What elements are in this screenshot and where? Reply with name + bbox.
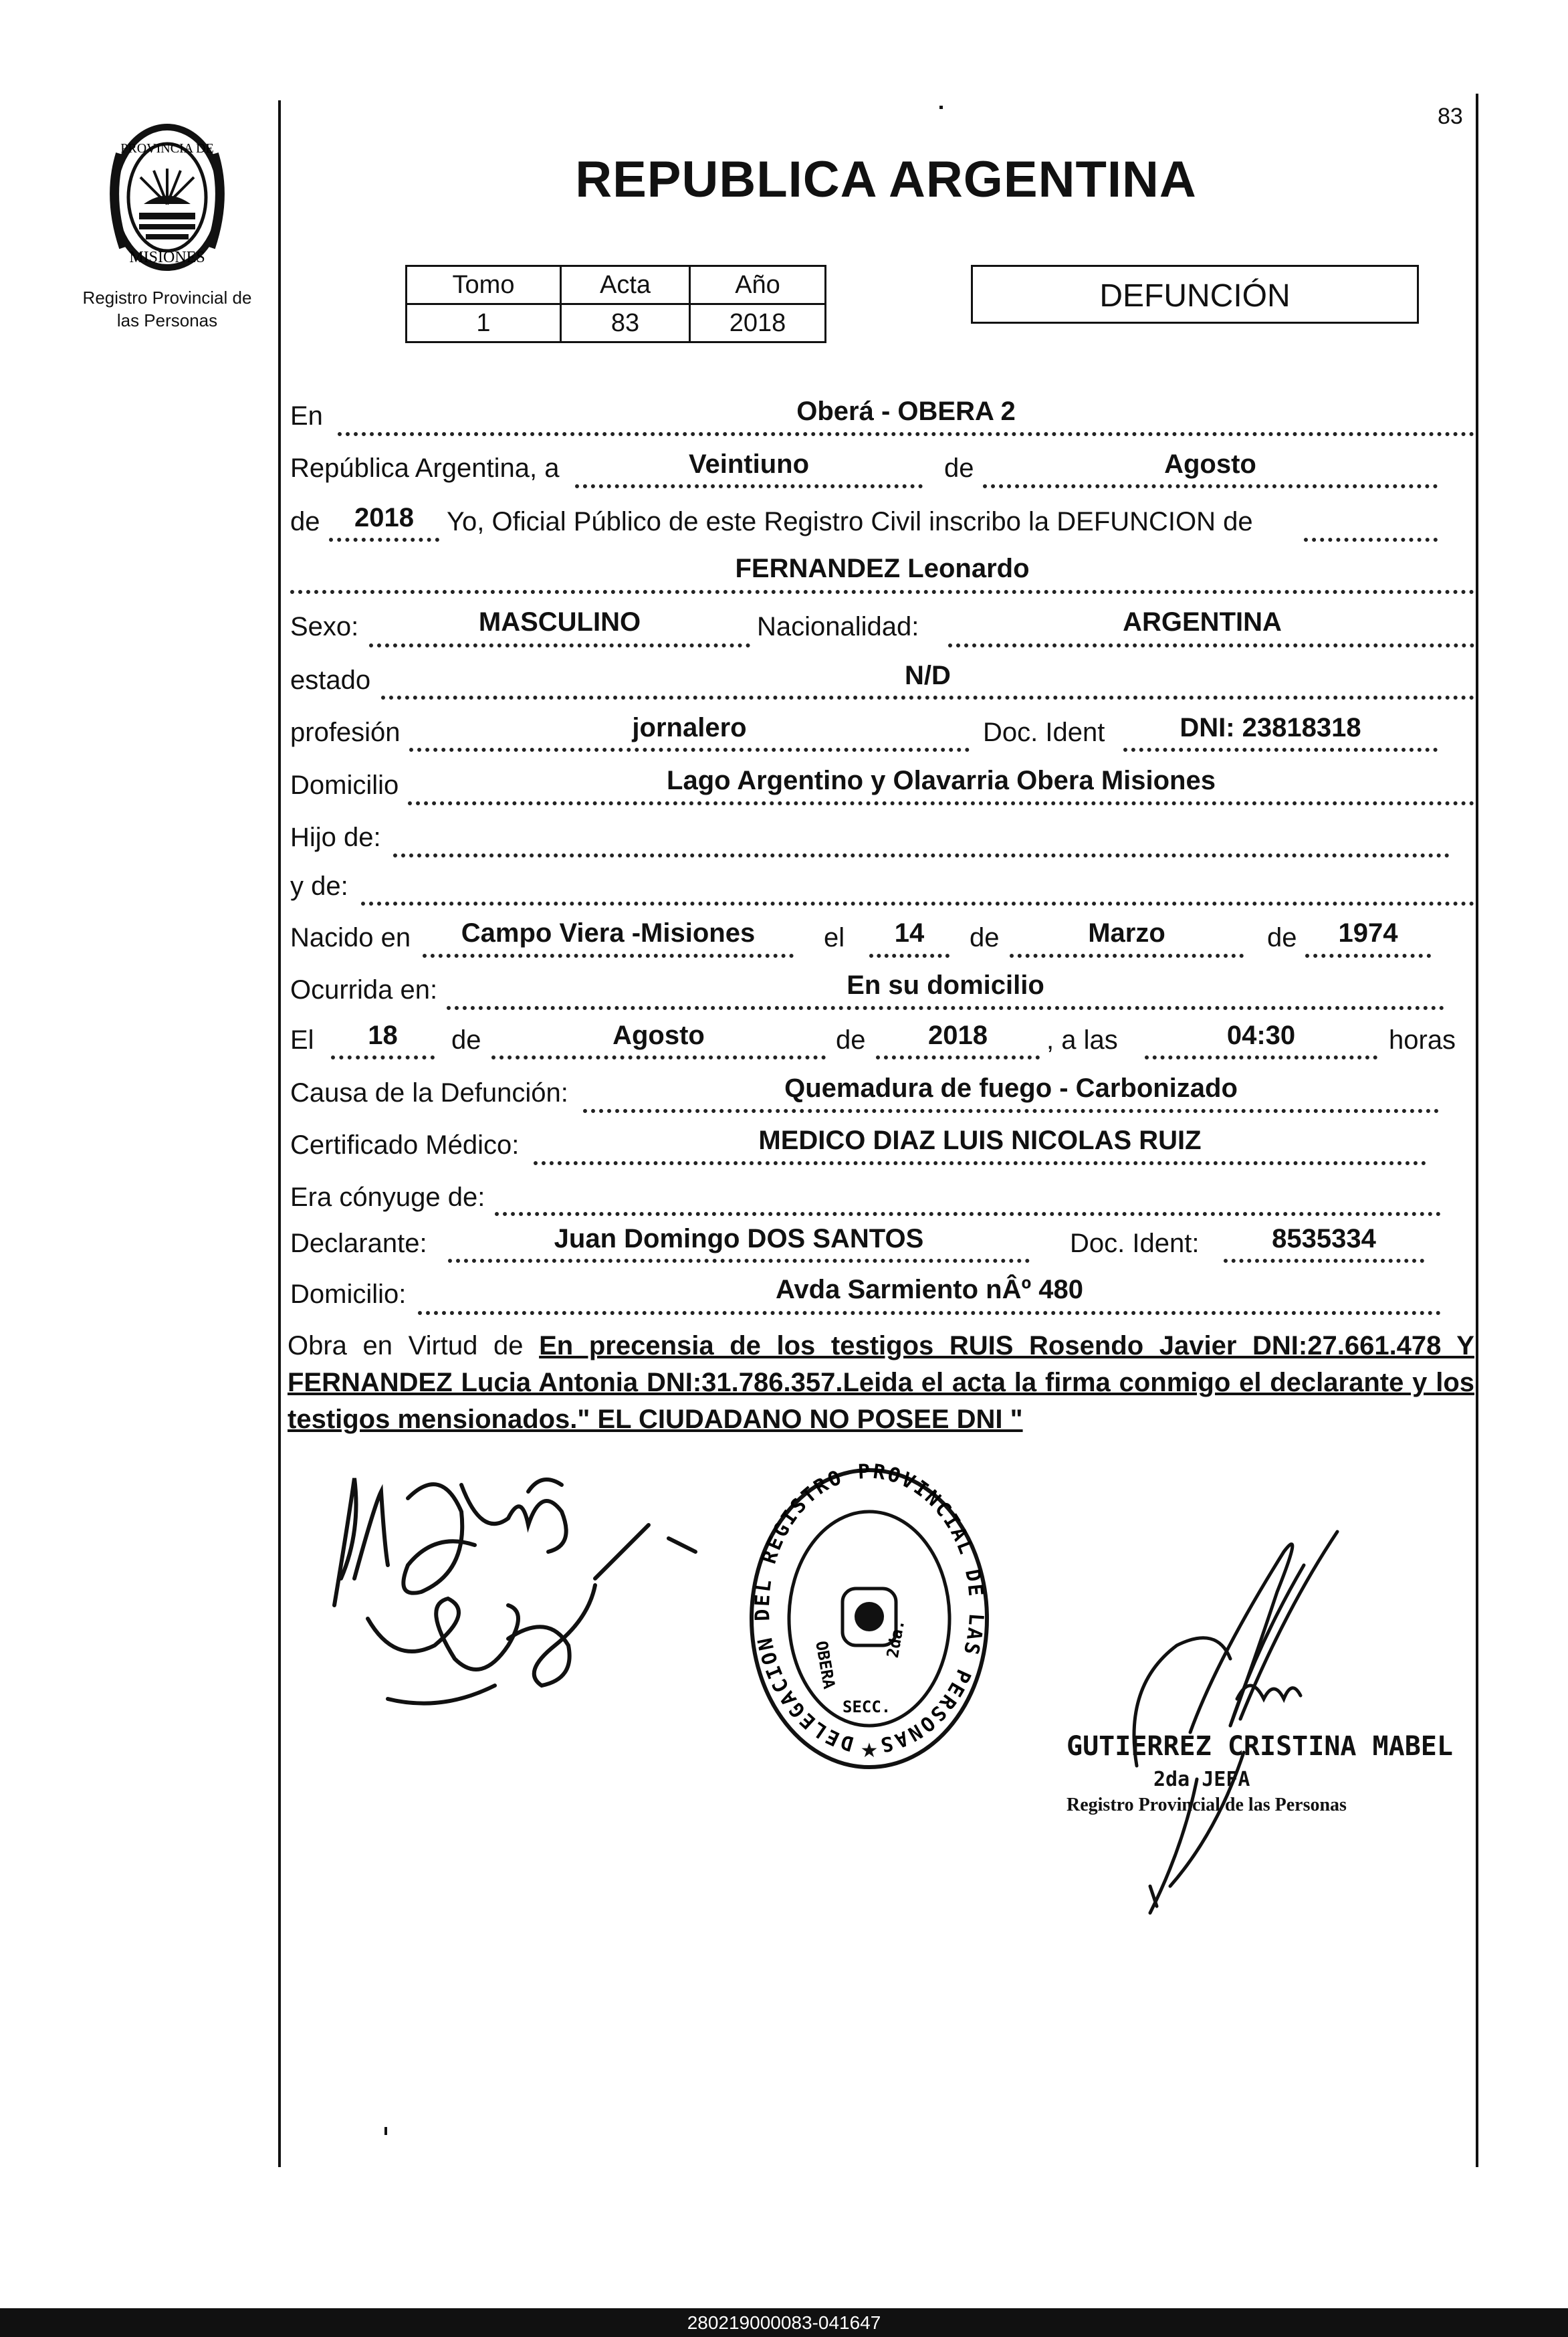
nacionalidad-value: ARGENTINA [1123,607,1282,637]
en-dotted-line [338,432,1474,436]
conyuge-label: Era cónyuge de: [290,1183,485,1212]
estado-label: estado [290,666,371,695]
death-de-label-1: de [451,1025,481,1055]
yde-label: y de: [290,872,348,901]
logo-text-top: PROVINCIA DE [120,141,214,156]
causa-label: Causa de la Defunción: [290,1078,568,1108]
sexo-dotted-line [369,643,750,647]
domicilio-value: Lago Argentino y Olavarria Obera Misiones [667,766,1216,795]
stamp-inner-bottom: SECC. [843,1698,891,1716]
hijo-label: Hijo de: [290,823,381,852]
conyuge-dotted-line [495,1212,1441,1216]
stamp-inner-right: 2da. [883,1618,909,1659]
death-month-dotted-line [491,1055,826,1059]
death-time: 04:30 [1226,1021,1296,1050]
death-day-dotted-line [331,1055,435,1059]
logo-caption [64,286,271,332]
causa-value: Quemadura de fuego - Carbonizado [784,1074,1238,1103]
declarant-signature [308,1445,709,1726]
inscribo-dotted-line [1304,538,1438,542]
death-time-dotted-line [1145,1055,1377,1059]
decl-domicilio-label: Domicilio: [290,1280,407,1309]
decl-doc-dotted-line [1224,1259,1424,1263]
registry-table [405,265,826,343]
declarante-label: Declarante: [290,1229,427,1258]
official-stamp [742,1461,996,1776]
stamp-ring-text: DELEGACION DEL REGISTRO PROVINCIAL DE LAS PERSONAS [750,1461,988,1757]
profesion-dotted-line [409,748,970,752]
doc-ident-value: DNI: 23818318 [1180,713,1361,742]
hijo-dotted-line [393,853,1450,857]
page-number: 83 [1438,104,1463,129]
yde-dotted-line [361,902,1474,906]
obra-paragraph [288,1328,1474,1438]
year-value: 2018 [354,503,414,532]
en-value: Oberá - OBERA 2 [796,397,1016,426]
birth-de-label-2: de [1267,923,1297,952]
stamp-star-icon: ★ [860,1740,879,1762]
page-title: REPUBLICA ARGENTINA [575,151,1197,208]
en-label: En [290,401,323,431]
registry-value-acta: 83 [561,304,690,342]
horas-label: horas [1389,1025,1456,1055]
domicilio-dotted-line [408,801,1474,805]
birth-month: Marzo [1088,918,1165,948]
official-role: 2da JEFA [1153,1768,1250,1791]
stray-mark [384,2127,387,2135]
deceased-name: FERNANDEZ Leonardo [735,554,1030,583]
day-dotted-line [575,484,923,488]
name-dotted-line [290,590,1474,594]
registry-header-acta: Acta [561,266,690,304]
death-day: 18 [368,1021,398,1050]
registry-value-row [407,304,826,342]
stamp-inner-left: OBERA [812,1639,839,1691]
declarante-dotted-line [448,1259,1030,1263]
certificado-value: MEDICO DIAZ LUIS NICOLAS RUIZ [758,1126,1202,1155]
official-signature [1083,1512,1418,1926]
registry-header-tomo: Tomo [407,266,561,304]
death-year: 2018 [928,1021,988,1050]
death-year-dotted-line [876,1055,1040,1059]
official-office: Registro Provincial de las Personas [1067,1795,1347,1815]
decl-domicilio-value: Avda Sarmiento nÂº 480 [776,1275,1083,1304]
nacionalidad-dotted-line [948,643,1474,647]
document-type-box: DEFUNCIÓN [971,265,1419,324]
sexo-value: MASCULINO [478,607,641,637]
footer-code: 280219000083-041647 [687,2312,881,2333]
decl-domicilio-dotted-line [418,1311,1441,1315]
nacido-label: Nacido en [290,923,411,952]
sexo-label: Sexo: [290,612,359,641]
province-coat-of-arms [94,114,241,281]
birth-year: 1974 [1338,918,1398,948]
registry-header-row [407,266,826,304]
logo-caption-line2: las Personas [116,310,218,330]
death-de-label-2: de [836,1025,866,1055]
ocurrida-label: Ocurrida en: [290,975,438,1005]
republica-label: República Argentina, a [290,453,560,483]
month-dotted-line [983,484,1438,488]
obra-label: Obra en Virtud de [288,1331,524,1360]
birth-day: 14 [894,918,925,948]
right-margin-line [1476,94,1478,2167]
causa-dotted-line [583,1109,1439,1113]
birth-day-dotted-line [869,954,949,958]
estado-dotted-line [381,696,1474,700]
doc-ident-dotted-line [1123,748,1438,752]
declarante-value: Juan Domingo DOS SANTOS [554,1224,924,1253]
death-month: Agosto [612,1021,705,1050]
left-margin-line [278,100,281,2167]
nacido-dotted-line [423,954,794,958]
nacido-el-label: el [824,923,845,952]
logo-caption-line1: Registro Provincial de [82,288,252,308]
doc-ident-label: Doc. Ident [983,718,1105,747]
logo-text-bottom: MISIONES [129,249,205,266]
alas-label: , a las [1046,1025,1118,1055]
year-dotted-line [329,538,439,542]
estado-value: N/D [905,661,951,690]
profesion-value: jornalero [632,713,747,742]
certificado-dotted-line [534,1161,1426,1165]
stray-mark [939,106,943,109]
month-value: Agosto [1164,449,1256,479]
obra-value: En precensia de los testigos RUIS Rosendo Javier DNI:27.661.478 Y FERNANDEZ Lucia Antonia DNI:31.786.357.Leida el acta la firma conmigo el declarante y los testigos mensionados." EL CIUDADANO NO POSEE DNI " [288,1331,1474,1434]
death-el-label: El [290,1025,314,1055]
nacido-value: Campo Viera -Misiones [461,918,756,948]
birth-month-dotted-line [1010,954,1244,958]
domicilio-label: Domicilio [290,771,399,800]
year-de-label: de [290,507,320,536]
de-label-1: de [944,453,974,483]
decl-doc-value: 8535334 [1272,1224,1376,1253]
day-written-value: Veintiuno [689,449,809,479]
certificado-label: Certificado Médico: [290,1130,520,1160]
decl-doc-label: Doc. Ident: [1070,1229,1200,1258]
registry-header-ano: Año [690,266,826,304]
nacionalidad-label: Nacionalidad: [757,612,919,641]
registry-value-tomo: 1 [407,304,561,342]
inscribo-text: Yo, Oficial Público de este Registro Civil inscribo la DEFUNCION de [447,507,1253,536]
registry-value-ano: 2018 [690,304,826,342]
birth-de-label-1: de [970,923,1000,952]
ocurrida-dotted-line [447,1006,1444,1010]
birth-year-dotted-line [1305,954,1431,958]
official-name: GUTIERREZ CRISTINA MABEL [1067,1731,1453,1762]
profesion-label: profesión [290,718,401,747]
ocurrida-value: En su domicilio [847,971,1044,1000]
